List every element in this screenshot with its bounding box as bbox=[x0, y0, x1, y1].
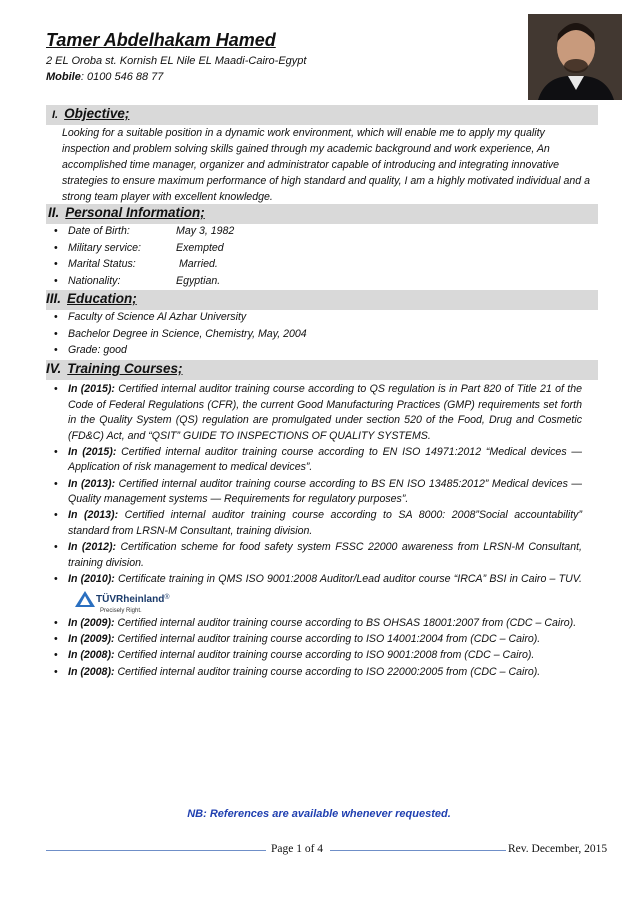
course-text: Certified internal auditor training course according to BS OHSAS 18001:2007 from (CDC – Cairo). bbox=[114, 617, 577, 630]
course-text: Certified internal auditor training course according to EN ISO 14971:2012 “Medical devices — Application of risk management to medical devices”. bbox=[68, 445, 582, 474]
training-list bbox=[52, 382, 582, 681]
item-value: Egyptian. bbox=[176, 274, 221, 287]
list-item bbox=[52, 540, 582, 571]
tuv-triangle-icon bbox=[74, 590, 96, 608]
candidate-mobile bbox=[46, 71, 163, 83]
list-item bbox=[52, 572, 582, 613]
personal-number: II. bbox=[48, 205, 60, 220]
mobile-label: Mobile bbox=[46, 71, 81, 83]
course-year: In (2008): bbox=[68, 665, 115, 678]
list-item: • Bachelor Degree in Science, Chemistry, May, 2004 bbox=[52, 326, 307, 343]
list-item bbox=[52, 273, 234, 290]
item-value: May 3, 1982 bbox=[176, 225, 235, 237]
training-title: Training Courses; bbox=[67, 361, 183, 376]
candidate-name: Tamer Abdelhakam Hamed bbox=[46, 30, 276, 50]
mobile-value: : 0100 546 88 77 bbox=[80, 71, 164, 83]
course-text: Certification scheme for food safety system FSSC 22000 awareness from LRSN-M Consultant, training division. bbox=[68, 540, 582, 569]
course-text: Certified internal auditor training course according to ISO 22000:2005 from (CDC – Cairo). bbox=[114, 665, 541, 678]
list-item bbox=[52, 648, 582, 664]
course-text: Certified internal auditor training course according to BS EN ISO 13485:2012” Medical devices — Quality management systems — Requirements for regulatory purposes”. bbox=[68, 477, 582, 506]
tuv-brand: TÜVRheinland bbox=[96, 594, 165, 606]
course-year: In (2010): bbox=[68, 572, 115, 585]
item-label: Military service: bbox=[68, 241, 141, 254]
objective-number: I. bbox=[52, 109, 59, 121]
course-year: In (2009): bbox=[68, 617, 115, 630]
item-label: Date of Birth: bbox=[68, 225, 130, 237]
list-item bbox=[52, 240, 234, 257]
training-number: IV. bbox=[46, 361, 62, 376]
footer-revision: Rev. December, 2015 bbox=[508, 843, 608, 855]
personal-list bbox=[52, 223, 234, 289]
education-number: III. bbox=[46, 291, 62, 306]
course-year: In (2015): bbox=[68, 445, 117, 458]
course-year: In (2013): bbox=[68, 509, 119, 522]
course-text: Certified internal auditor training course according to SA 8000: 2008”Social accountability” standard from LRSN-M Consultant, training division. bbox=[68, 509, 582, 537]
course-year: In (2015): bbox=[68, 383, 115, 395]
personal-heading bbox=[48, 205, 205, 220]
personal-title: Personal Information; bbox=[65, 205, 205, 220]
footer-page-number: Page 1 of 4 bbox=[271, 843, 324, 855]
course-year: In (2009): bbox=[68, 633, 115, 646]
objective-heading bbox=[52, 106, 129, 121]
item-value: Married. bbox=[176, 258, 218, 270]
list-item bbox=[52, 665, 582, 681]
profile-photo-image bbox=[528, 14, 622, 100]
tuv-rheinland-logo bbox=[74, 590, 170, 615]
item-label: Marital Status: bbox=[68, 258, 136, 270]
training-heading bbox=[46, 361, 183, 376]
course-text: Certified internal auditor training course according to ISO 9001:2008 from (CDC – Cairo). bbox=[114, 649, 535, 662]
footer-rule-right bbox=[330, 850, 506, 851]
list-item bbox=[52, 632, 582, 648]
list-item: • Grade: good bbox=[52, 342, 307, 359]
list-item bbox=[52, 445, 582, 476]
references-note: NB: References are available whenever requested. bbox=[187, 808, 451, 820]
course-text: Certified internal auditor training course according to ISO 14001:2004 from (CDC – Cairo). bbox=[114, 633, 541, 646]
course-year: In (2013): bbox=[68, 477, 116, 490]
objective-title: Objective; bbox=[64, 106, 130, 121]
education-title: Education; bbox=[67, 291, 137, 306]
objective-text: Looking for a suitable position in a dynamic work environment, which will enable me to apply my quality inspection and problem solving skills gained through my academic background and work experience, An accomplished time manager, organizer and administrator capable of introducing and integrating innovative strategies to ensure maximum performance of high standard and quality, I am a highly motivated individual and a strong team player with excellent knowledge. bbox=[62, 127, 591, 203]
list-item: • Faculty of Science Al Azhar University bbox=[52, 309, 307, 326]
education-list bbox=[52, 309, 307, 359]
profile-photo bbox=[528, 14, 622, 100]
item-label: Nationality: bbox=[68, 274, 121, 287]
footer-rule-left bbox=[46, 850, 266, 851]
list-item bbox=[52, 477, 582, 508]
list-item bbox=[52, 223, 234, 240]
course-text: Certificate training in QMS ISO 9001:2008 Auditor/Lead auditor course “IRCA” BSI in Cairo – TUV. bbox=[114, 572, 582, 585]
course-year: In (2008): bbox=[68, 649, 115, 662]
list-item bbox=[52, 616, 582, 632]
list-item bbox=[52, 382, 582, 444]
list-item bbox=[52, 508, 582, 539]
education-heading bbox=[46, 291, 137, 306]
item-value: Exempted bbox=[176, 241, 224, 254]
candidate-address: 2 EL Oroba st. Kornish EL Nile EL Maadi-Cairo-Egypt bbox=[46, 55, 307, 67]
list-item bbox=[52, 256, 234, 273]
tuv-tagline: Precisely Right. bbox=[100, 608, 142, 615]
tuv-registered-mark: ® bbox=[164, 594, 170, 602]
course-year: In (2012): bbox=[68, 540, 117, 553]
course-text: Certified internal auditor training course according to QS regulation is in Part 820 of Title 21 of the Code of Federal Regulations (CFR), the current Good Manufacturing Practices (GMP) requirements set forth in the Quality System (QS) regulation are promulgated under section 520 of the Food, Drug and Cosmetic (FD&C) Act, and “QSIT” GUIDE TO INSPECTIONS OF QUALITY SYSTEMS. bbox=[68, 383, 582, 442]
